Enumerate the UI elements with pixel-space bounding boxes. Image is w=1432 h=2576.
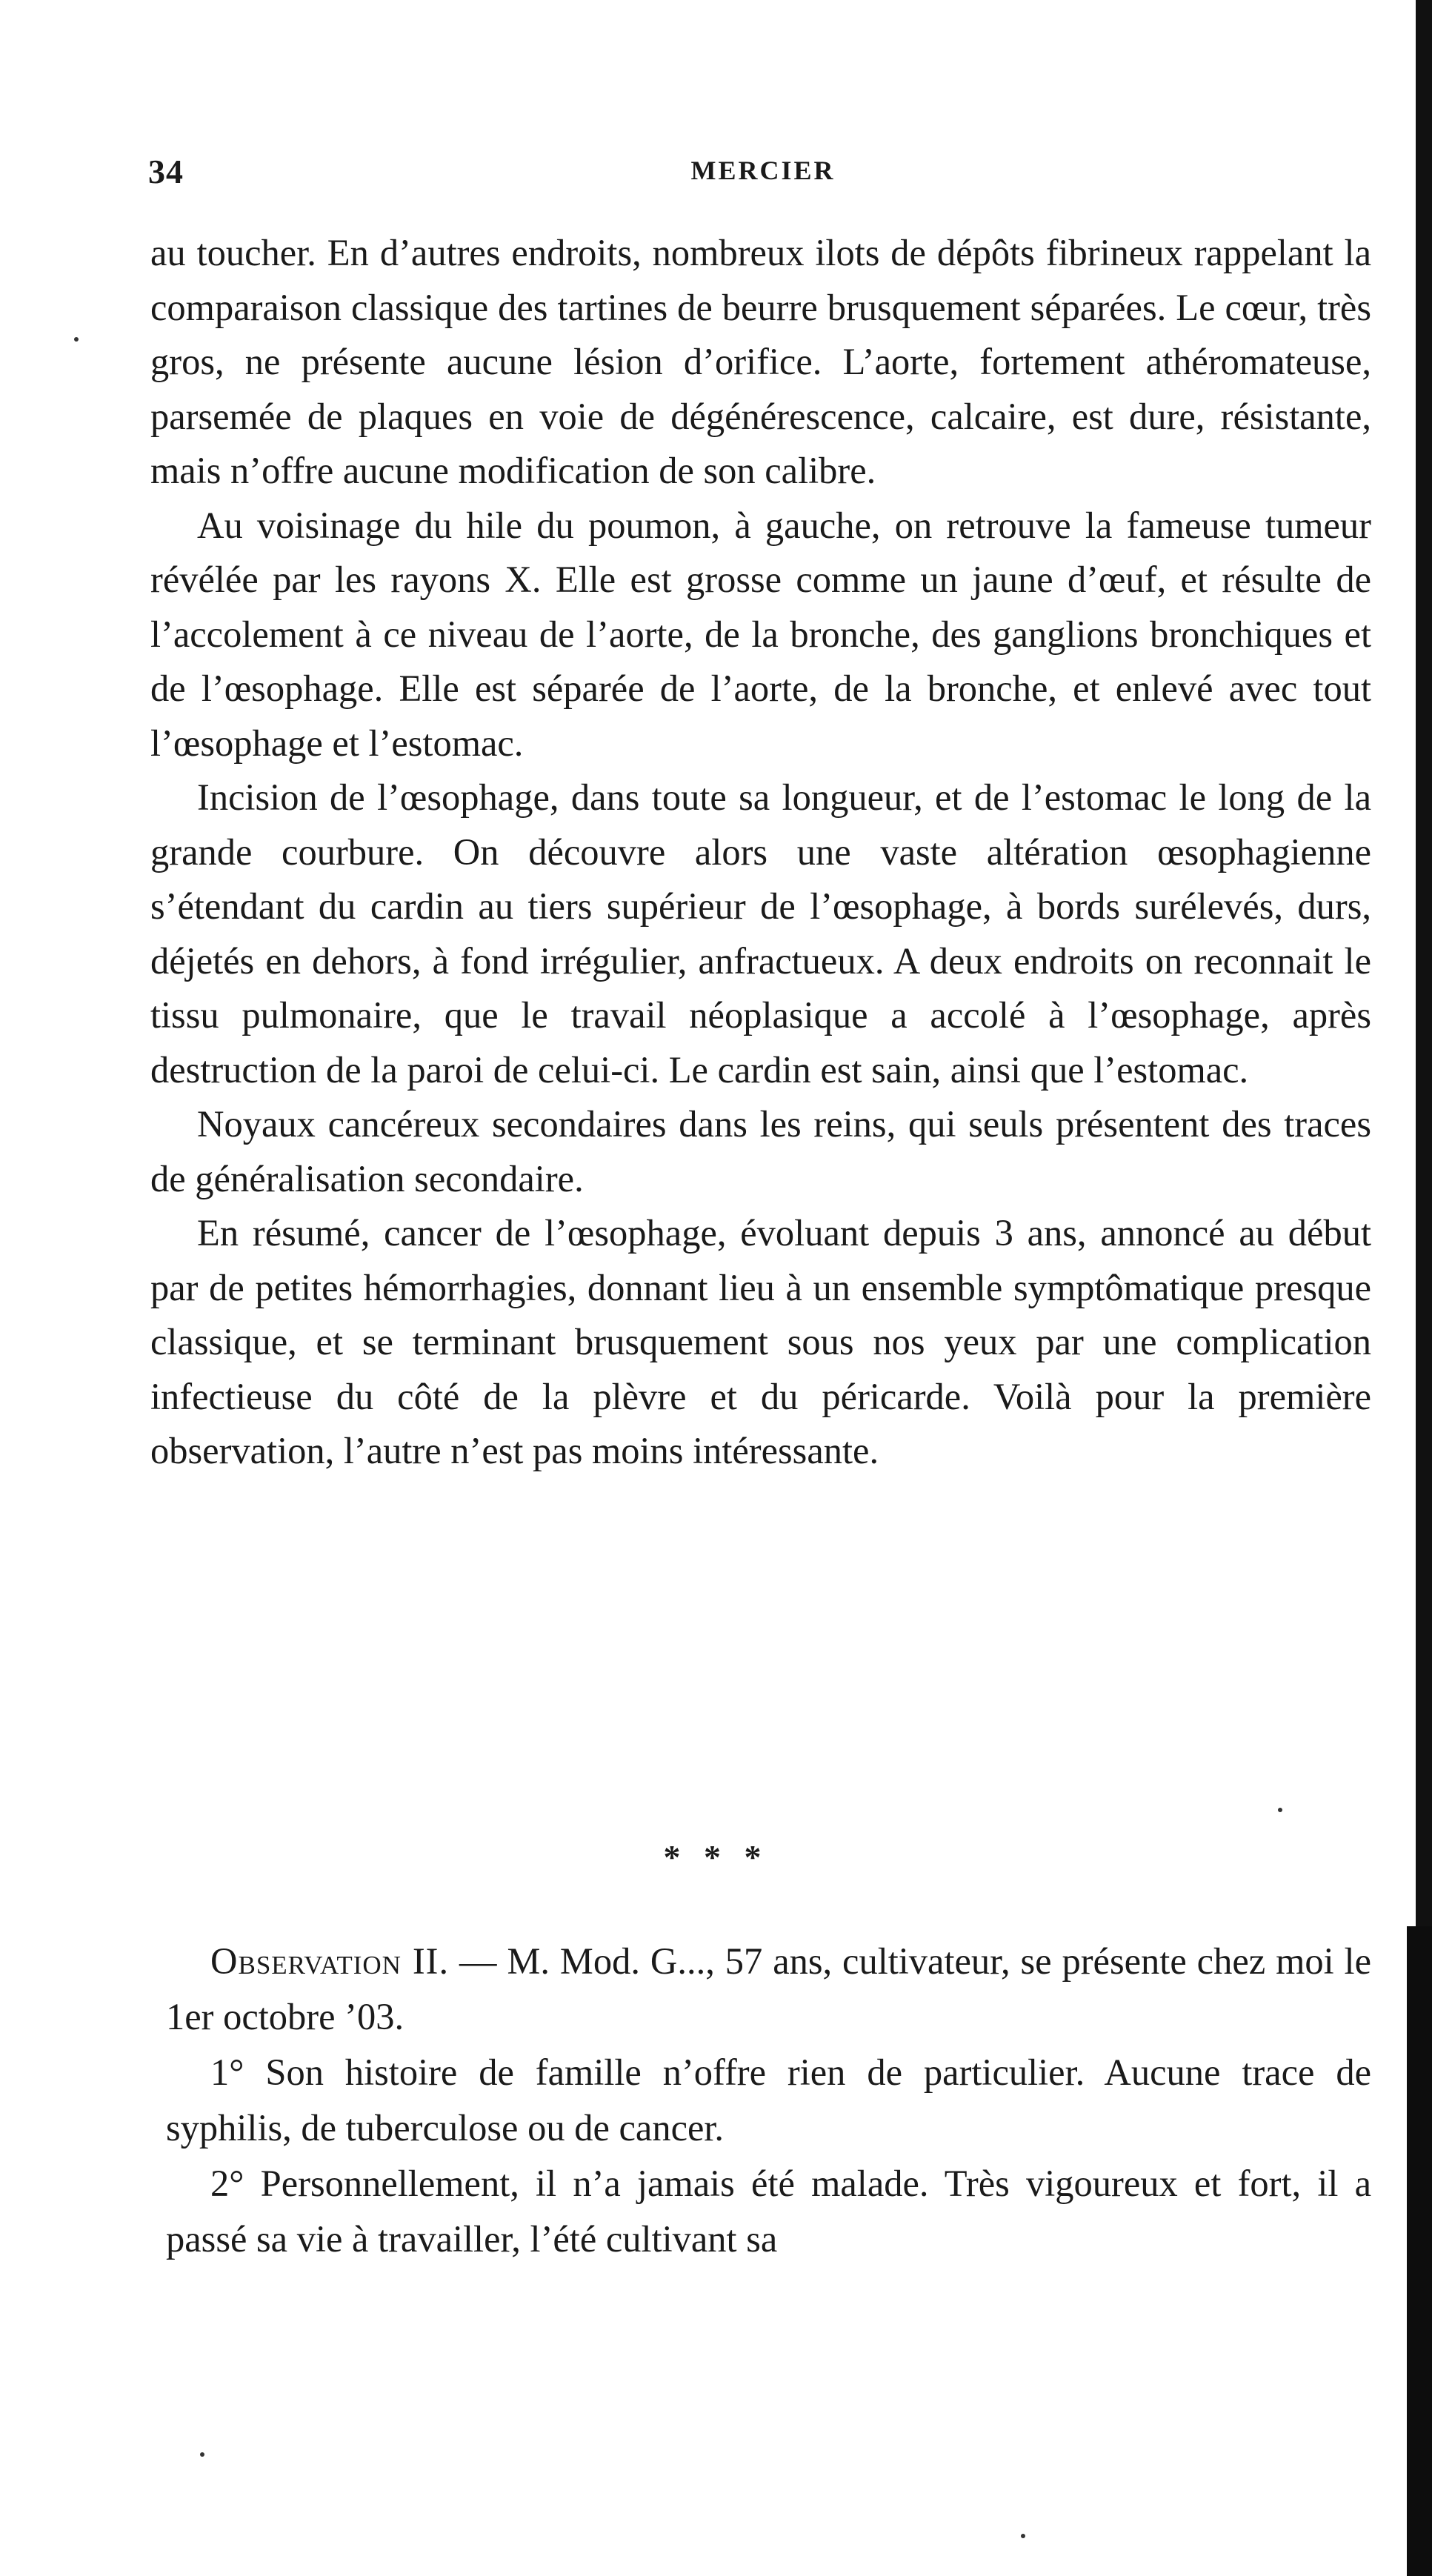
ink-speck: [1021, 2534, 1025, 2538]
ink-speck: [200, 2452, 204, 2457]
page-edge-shadow-lower: [1407, 1926, 1432, 2576]
paragraph-continuation: au toucher. En d’autres endroits, nombreux ilots de dépôts fibrineux rappelant la comparaison classique des tartines de beurre brusquement séparées. Le cœur, très gros, ne présente aucune lésion d’orifice. L’aorte, fortement athéromateuse, parsemée de plaques en voie de dégénérescence, calcaire, est dure, résistante, mais n’offre aucune modification de son calibre.: [150, 232, 1371, 491]
observation-item-1: 1° Son histoire de famille n’offre rien de particulier. Aucune trace de syphilis, de tuberculose ou de cancer.: [166, 2051, 1371, 2149]
observation-section: [166, 1934, 1371, 2267]
paragraph-tumeur: Au voisinage du hile du poumon, à gauche, on retrouve la fameuse tumeur révélée par les rayons X. Elle est grosse comme un jaune d’œuf, et résulte de l’accolement à ce niveau de l’aorte, de la bronche, des ganglions bronchiques et de l’œsophage. Elle est séparée de l’aorte, de la bronche, et enlevé avec tout l’œsophage et l’estomac.: [150, 504, 1371, 764]
body-text: [150, 226, 1371, 1479]
ink-speck: [1278, 1808, 1282, 1812]
section-separator: * * *: [663, 1838, 769, 1876]
paragraph-incision: Incision de l’œsophage, dans toute sa longueur, et de l’estomac le long de la grande courbure. On découvre alors une vaste altération œsophagienne s’étendant du cardin au tiers supérieur de l’œsophage, à bords surélevés, durs, déjetés en dehors, à fond irrégulier, anfractueux. A deux endroits on reconnait le tissu pulmonaire, que le travail néoplasique a accolé à l’œsophage, après destruction de la paroi de celui-ci. Le cardin est sain, ainsi que l’estomac.: [150, 776, 1371, 1091]
paragraph-noyaux: Noyaux cancéreux secondaires dans les reins, qui seuls présentent des traces de généralisation secondaire.: [150, 1103, 1371, 1199]
page-number: 34: [148, 153, 184, 190]
observation-intro: [166, 1934, 1371, 2045]
observation-label: Observation II.: [210, 1940, 450, 1982]
ink-speck: [74, 337, 79, 342]
paragraph-resume: En résumé, cancer de l’œsophage, évoluant depuis 3 ans, annoncé au début par de petites hémorrhagies, donnant lieu à un ensemble symptômatique presque classique, et se terminant brusquement sous nos yeux par une complication infectieuse du côté de la plèvre et du péricarde. Voilà pour la première observation, l’autre n’est pas moins intéressante.: [150, 1212, 1371, 1471]
running-head: MERCIER: [690, 156, 836, 185]
page-header: [148, 152, 1378, 204]
observation-item-2: 2° Personnellement, il n’a jamais été malade. Très vigoureux et fort, il a passé sa vie à travailler, l’été cultivant sa: [166, 2163, 1371, 2260]
observation-intro-text: — M. Mod. G..., 57 ans, cultivateur, se présente chez moi le 1er octobre ’03.: [166, 1940, 1371, 2037]
